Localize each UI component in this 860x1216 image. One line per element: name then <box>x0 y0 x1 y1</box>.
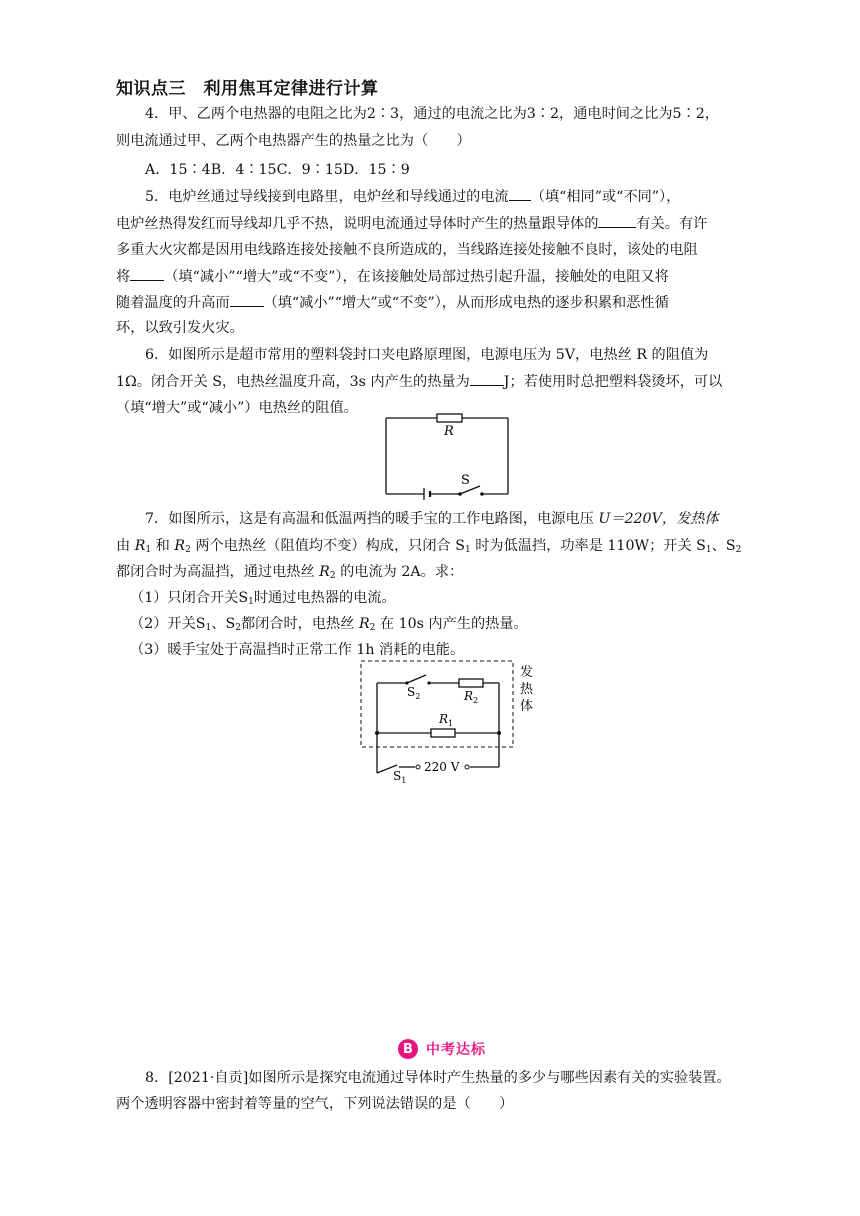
fig-label-heater-1: 发 <box>520 665 534 680</box>
q6-circuit-diagram <box>380 410 515 500</box>
resistor-r1-symbol <box>431 729 455 737</box>
section-badge <box>398 1039 486 1059</box>
q4-options: A．15∶4B．4∶15C．9∶15D．15∶9 <box>145 162 410 178</box>
answer-blank[interactable] <box>509 186 531 201</box>
answer-blank[interactable] <box>230 292 264 307</box>
q6-line-1: 6．如图所示是超市常用的塑料袋封口夹电路原理图，电源电压为 5V，电热丝 R 的阻值为 <box>145 347 709 363</box>
fig-label-s1: $S_1$ <box>393 769 407 785</box>
q7-part-3: （3）暖手宝处于高温挡时正常工作 1h 消耗的电能。 <box>130 642 465 658</box>
q4-line-2: 则电流通过甲、乙两个电热器产生的热量之比为（ ） <box>116 133 471 149</box>
q7-part-2: （2）开关$S_1$、$S_2$都闭合时，电热丝 $R_2$ 在 10s 内产生的热量。 <box>130 616 528 633</box>
q7-line-2: 由 $R_1$ 和 $R_2$ 两个电热丝（阻值均不变）构成，只闭合 $S_1$ 时为低温挡，功率是 110W；开关 $S_1$、$S_2$ <box>116 538 742 555</box>
q6-line-2: 1Ω。闭合开关 S，电热丝温度升高，3s 内产生的热量为 J；若使用时总把塑料袋烫坏，可以 <box>116 371 722 392</box>
switch-s2-blade <box>407 675 426 683</box>
q5-line-4: 将 （填“减小”“增大”或“不变”），在该接触处局部过热引起升温，接触处的电阻又将 <box>116 266 669 287</box>
q5-line-2: 电炉丝热得发红而导线却几乎不热，说明电流通过导体时产生的热量跟导体的 有关。有许 <box>116 213 707 234</box>
q5-line-3: 多重大火灾都是因用电线路连接处接触不良所造成的，当线路连接处接触不良时，该处的电阻 <box>116 242 698 258</box>
q5-line-5: 随着温度的升高而 （填“减小”“增大”或“不变”），从而形成电热的逐步积累和恶性循 <box>116 292 669 313</box>
q8-line-1: 8．[2021·自贡]如图所示是探究电流通过导体时产生热量的多少与哪些因素有关的实验装置。 <box>145 1070 731 1086</box>
terminal-left <box>416 765 420 769</box>
fig-label-r1: $R_1$ <box>439 712 454 728</box>
q5-line-1: 5．电炉丝通过导线接到电路里，电炉丝和导线通过的电流 （填“相同”或“不同”）， <box>145 186 680 207</box>
q7-circuit-diagram <box>355 656 545 786</box>
fig-label-heater-2: 热 <box>520 682 534 697</box>
answer-blank[interactable] <box>470 371 504 386</box>
badge-label: 中考达标 <box>426 1042 486 1058</box>
q7-part-1: （1）只闭合开关$S_1$时通过电热器的电流。 <box>130 590 396 607</box>
fig-label-r2: $R_2$ <box>464 689 479 705</box>
q7-line-1: 7．如图所示，这是有高温和低温两挡的暖手宝的工作电路图，电源电压 U＝220V，发热体 <box>145 511 719 527</box>
resistor-r-symbol <box>437 414 462 422</box>
q7-line-3: 都闭合时为高温挡，通过电热丝 $R_2$ 的电流为 2A。求： <box>116 564 464 581</box>
fig-label-s: S <box>461 473 470 488</box>
q6-line-3: （填“增大”或“减小”）电热丝的阻值。 <box>116 400 358 416</box>
fig-label-heater-3: 体 <box>520 699 534 714</box>
answer-blank[interactable] <box>130 266 164 281</box>
fig-label-voltage: 220 V <box>424 760 460 774</box>
terminal-right <box>465 765 469 769</box>
q8-line-2: 两个透明容器中密封着等量的空气，下列说法错误的是（ ） <box>116 1096 514 1112</box>
section-title: 知识点三 利用焦耳定律进行计算 <box>116 79 379 99</box>
fig-label-r: R <box>444 424 454 439</box>
answer-blank[interactable] <box>598 213 636 228</box>
fig-label-s2: $S_2$ <box>407 685 421 701</box>
badge-b-icon: B <box>398 1039 418 1059</box>
resistor-r2-symbol <box>459 679 483 687</box>
q4-line-1: 4．甲、乙两个电热器的电阻之比为2∶3，通过的电流之比为3∶2，通电时间之比为5∶2， <box>145 106 719 122</box>
q5-line-6: 环，以致引发火灾。 <box>116 320 244 336</box>
